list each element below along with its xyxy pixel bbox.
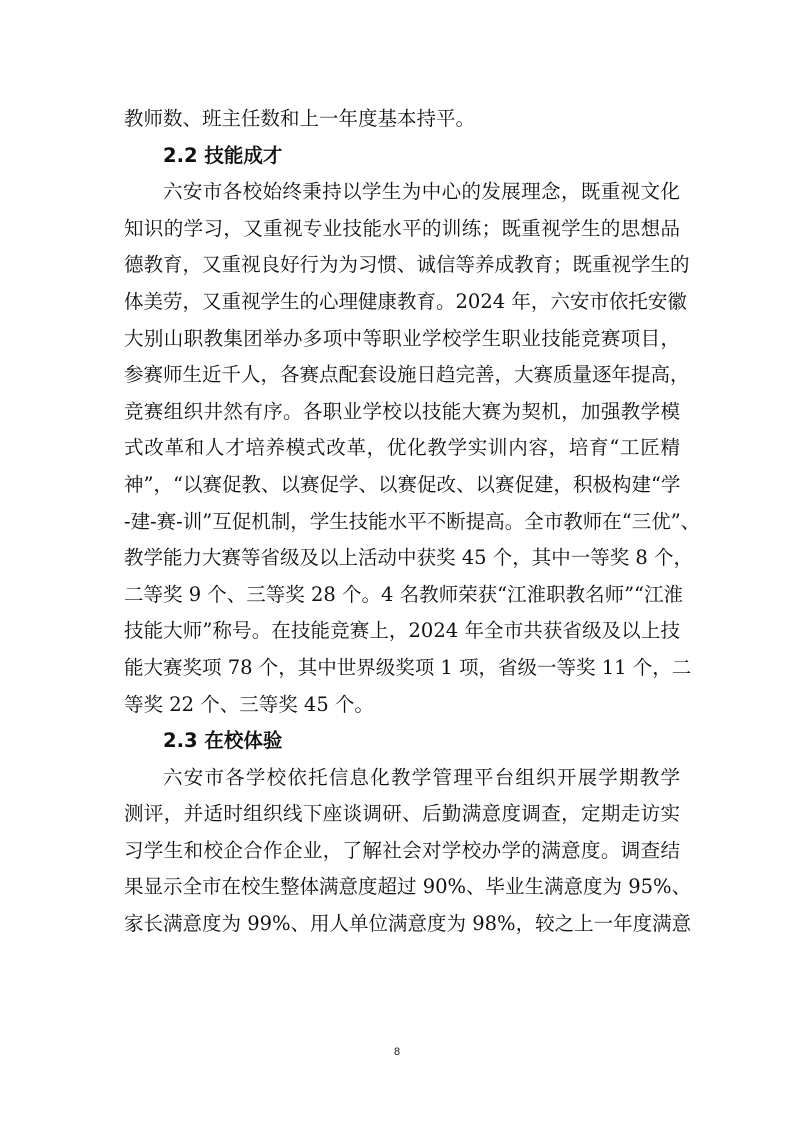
paragraph-line: 知识的学习，又重视专业技能水平的训练；既重视学生的思想品 xyxy=(124,216,680,240)
paragraph-line: 教师数、班主任数和上一年度基本持平。 xyxy=(124,107,476,130)
document-body xyxy=(124,101,701,943)
paragraph-line: 技能大师”称号。在技能竞赛上，2024 年全市共获省级及以上技 xyxy=(124,619,680,643)
paragraph-line: 神”，“以赛促教、以赛促学、以赛促改、以赛促建，积极构建“学 xyxy=(124,472,681,496)
paragraph-line: 二等奖 9 个、三等奖 28 个。4 名教师荣获“江淮职教名师”“江淮 xyxy=(124,582,684,606)
paragraph-line: 式改革和人才培养模式改革，优化教学实训内容，培育“工匠精 xyxy=(124,436,680,460)
paragraph-line: 六安市各学校依托信息化教学管理平台组织开展学期教学 xyxy=(163,765,680,789)
paragraph-line: 家长满意度为 99%、用人单位满意度为 98%，较之上一年度满意 xyxy=(124,912,692,936)
paragraph-line: 六安市各校始终秉持以学生为中心的发展理念，既重视文化 xyxy=(163,180,680,204)
paragraph-line: 测评，并适时组织线下座谈调研、后勤满意度调查，定期走访实 xyxy=(124,802,680,826)
section-heading-2-3: 2.3 在校体验 xyxy=(163,729,283,753)
paragraph-line: 教学能力大赛等省级及以上活动中获奖 45 个，其中一等奖 8 个， xyxy=(124,546,694,570)
paragraph-line: 竞赛组织井然有序。各职业学校以技能大赛为契机，加强教学模 xyxy=(124,399,680,423)
paragraph-line: 果显示全市在校生整体满意度超过 90%、毕业生满意度为 95%、 xyxy=(124,875,692,899)
page-number: 8 xyxy=(393,1046,401,1058)
paragraph-line: 能大赛奖项 78 个，其中世界级奖项 1 项，省级一等奖 11 个，二 xyxy=(124,655,692,679)
section-2-2-paragraph xyxy=(124,174,701,723)
paragraph-line: 大别山职教集团举办多项中等职业学校学生职业技能竞赛项目， xyxy=(124,326,680,350)
paragraph-line: 参赛师生近千人，各赛点配套设施日趋完善，大赛质量逐年提高， xyxy=(124,363,690,387)
paragraph-line: 等奖 22 个、三等奖 45 个。 xyxy=(124,692,374,716)
paragraph-line: 德教育，又重视良好行为为习惯、诚信等养成教育；既重视学生的 xyxy=(124,253,690,277)
paragraph-line: 习学生和校企合作企业，了解社会对学校办学的满意度。调查结 xyxy=(124,838,680,862)
section-heading-2-2: 2.2 技能成才 xyxy=(163,143,283,167)
paragraph-line: 体美劳，又重视学生的心理健康教育。2024 年，六安市依托安徽 xyxy=(124,289,687,313)
section-2-3-paragraph xyxy=(124,760,692,943)
paragraph-line: -建-赛-训”互促机制，学生技能水平不断提高。全市教师在“三优”、 xyxy=(124,509,701,533)
